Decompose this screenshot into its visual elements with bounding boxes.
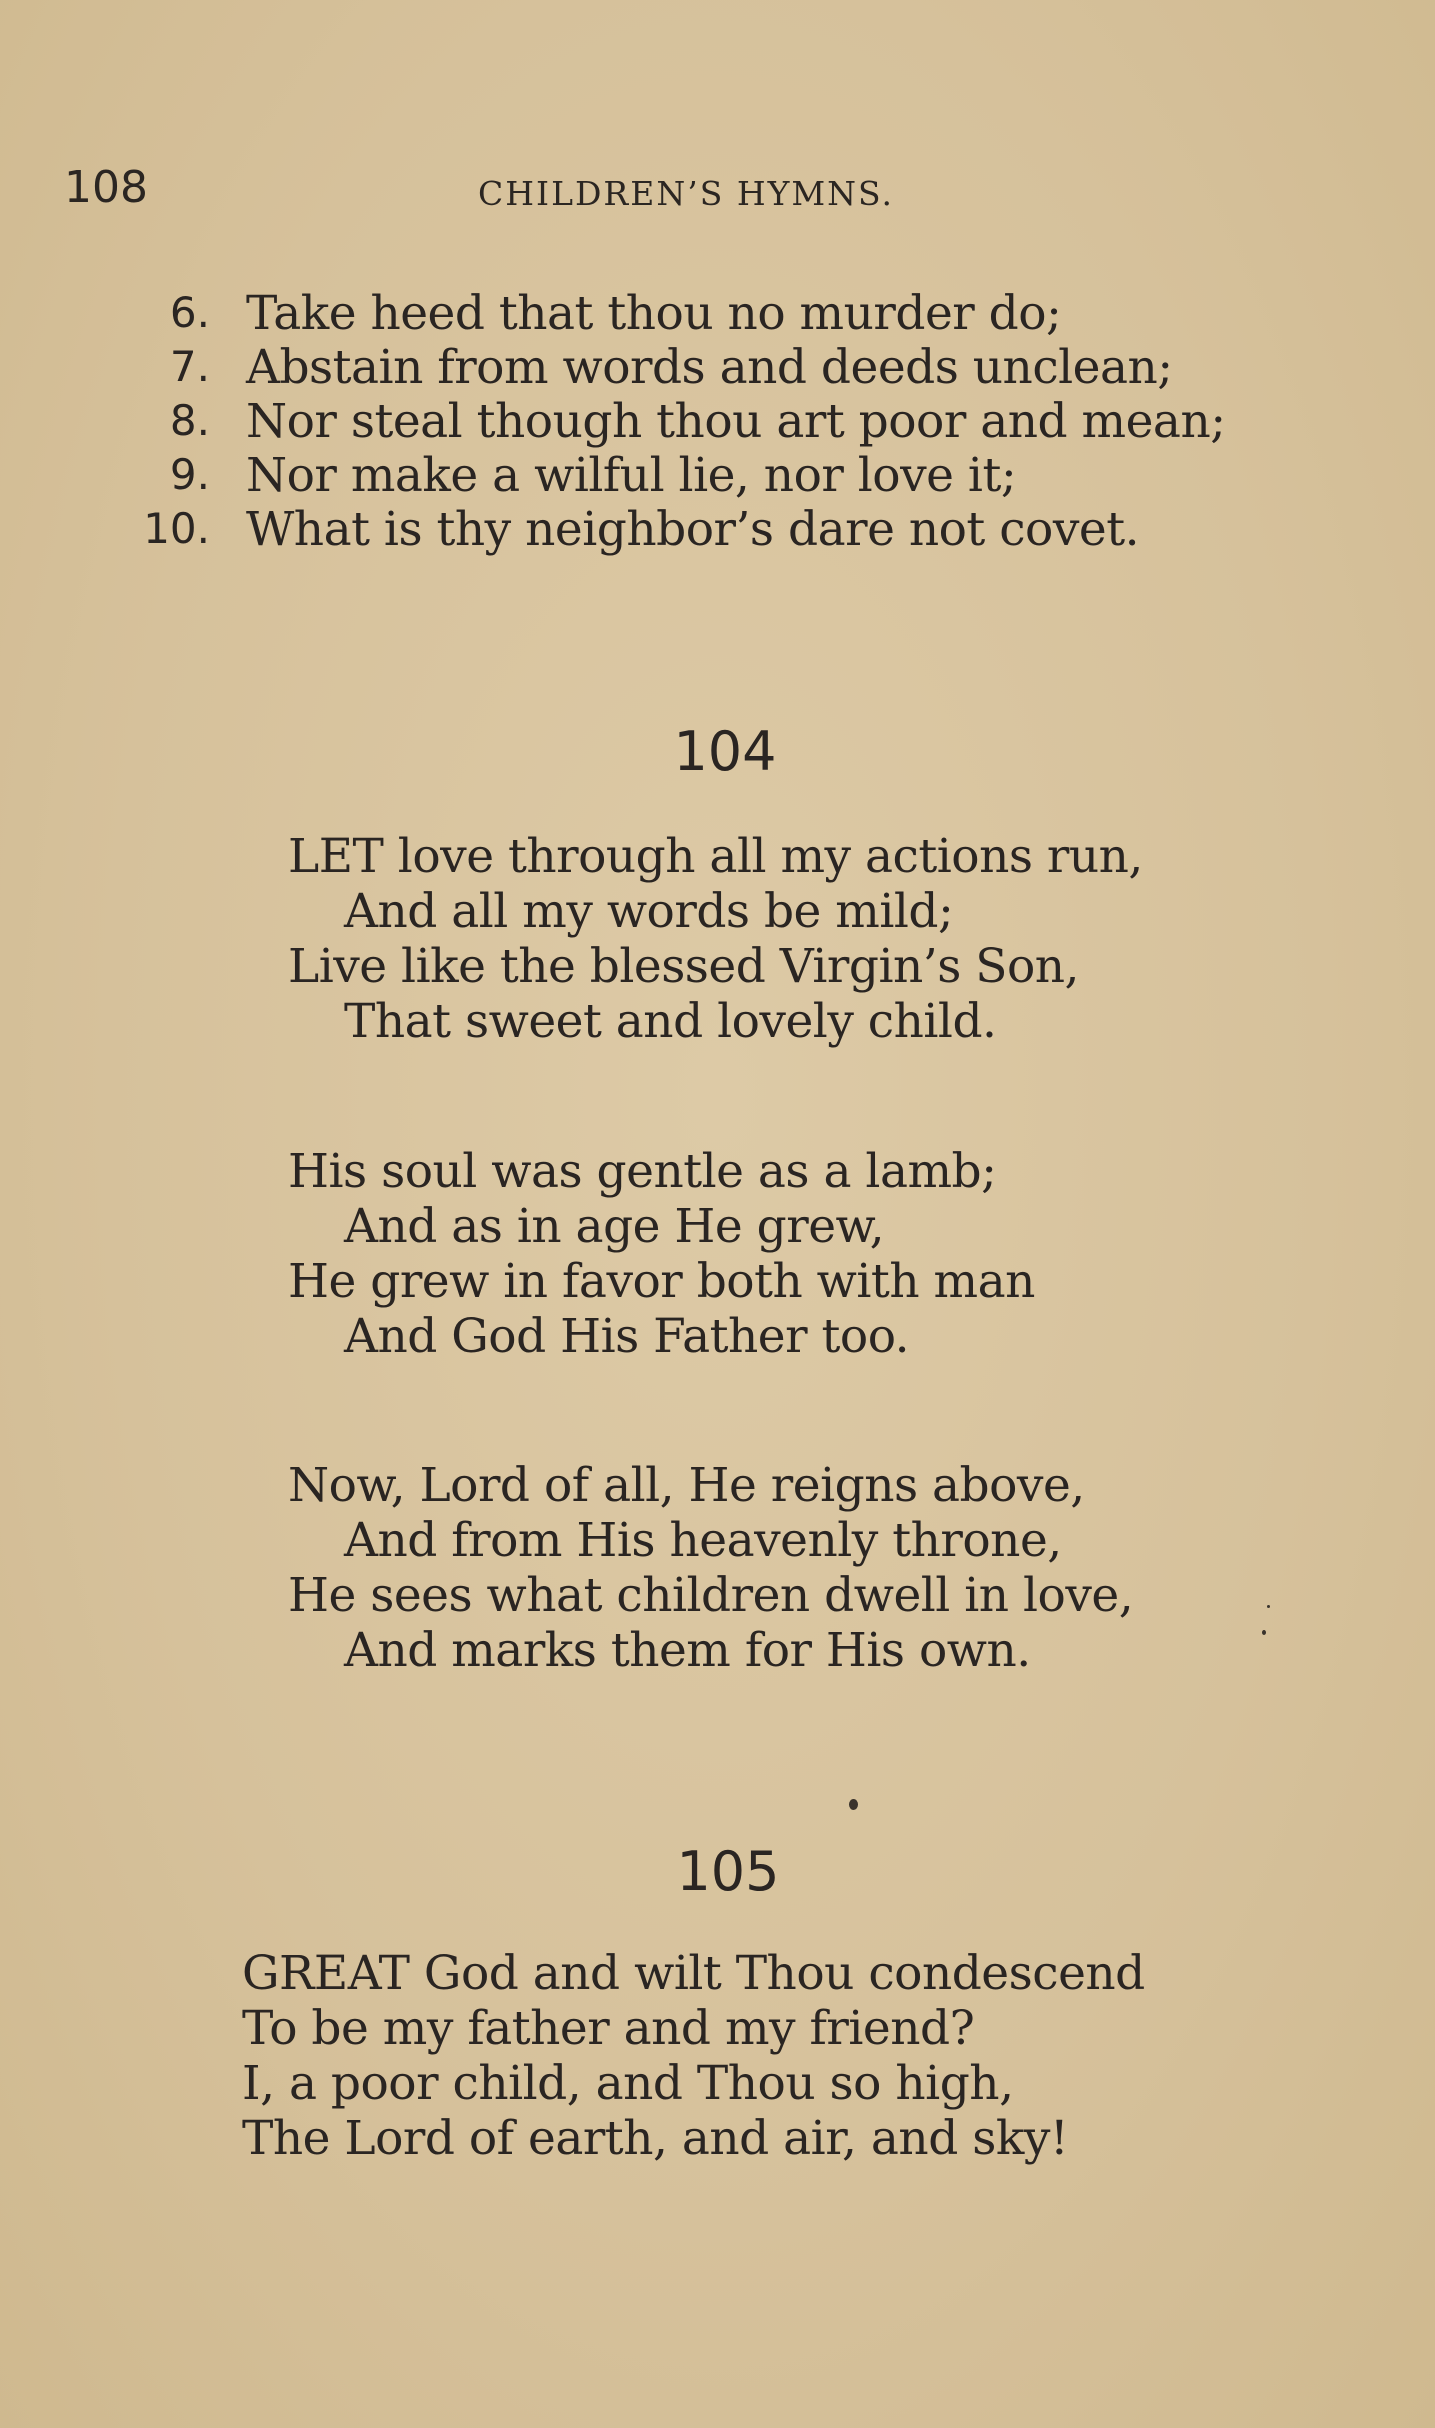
hymn-number: 104 — [673, 720, 777, 783]
verse-line: The Lord of earth, and air, and sky! — [242, 2111, 1069, 2166]
commandment-number: 7. — [169, 342, 210, 391]
verse-line: GREAT God and wilt Thou condescend — [242, 1946, 1145, 2001]
hymn-number: 105 — [676, 1840, 780, 1903]
verse-line: He grew in favor both with man — [288, 1254, 1035, 1309]
commandment-number: 8. — [169, 396, 210, 445]
commandment-text: Nor steal though thou art poor and mean; — [246, 394, 1226, 449]
verse-line: And as in age He grew, — [344, 1199, 885, 1254]
verse-line: To be my father and my friend? — [242, 2001, 975, 2056]
ink-speck — [849, 1799, 858, 1810]
page-number: 108 — [64, 162, 148, 213]
verse-line: And all my words be mild; — [344, 884, 954, 939]
verse-line: And from His heavenly throne, — [344, 1513, 1062, 1568]
ink-speck — [1267, 1605, 1270, 1608]
commandment-number: 10. — [143, 504, 210, 553]
verse-line: His soul was gentle as a lamb; — [288, 1144, 997, 1199]
verse-line: I, a poor child, and Thou so high, — [242, 2056, 1014, 2111]
commandment-text: What is thy neighbor’s dare not covet. — [246, 502, 1140, 557]
verse-line: That sweet and lovely child. — [344, 994, 997, 1049]
running-head: CHILDREN’S HYMNS. — [478, 174, 894, 213]
ink-speck — [1262, 1630, 1266, 1635]
commandment-text: Nor make a wilful lie, nor love it; — [246, 448, 1017, 503]
verse-line: And God His Father too. — [344, 1309, 910, 1364]
commandment-number: 9. — [169, 450, 210, 499]
verse-line: He sees what children dwell in love, — [288, 1568, 1134, 1623]
commandment-text: Abstain from words and deeds unclean; — [246, 340, 1173, 395]
verse-line: LET love through all my actions run, — [288, 829, 1143, 884]
commandment-number: 6. — [169, 288, 210, 337]
commandment-text: Take heed that thou no murder do; — [246, 286, 1062, 341]
verse-line: And marks them for His own. — [344, 1623, 1031, 1678]
verse-line: Live like the blessed Virgin’s Son, — [288, 939, 1079, 994]
verse-line: Now, Lord of all, He reigns above, — [288, 1458, 1085, 1513]
